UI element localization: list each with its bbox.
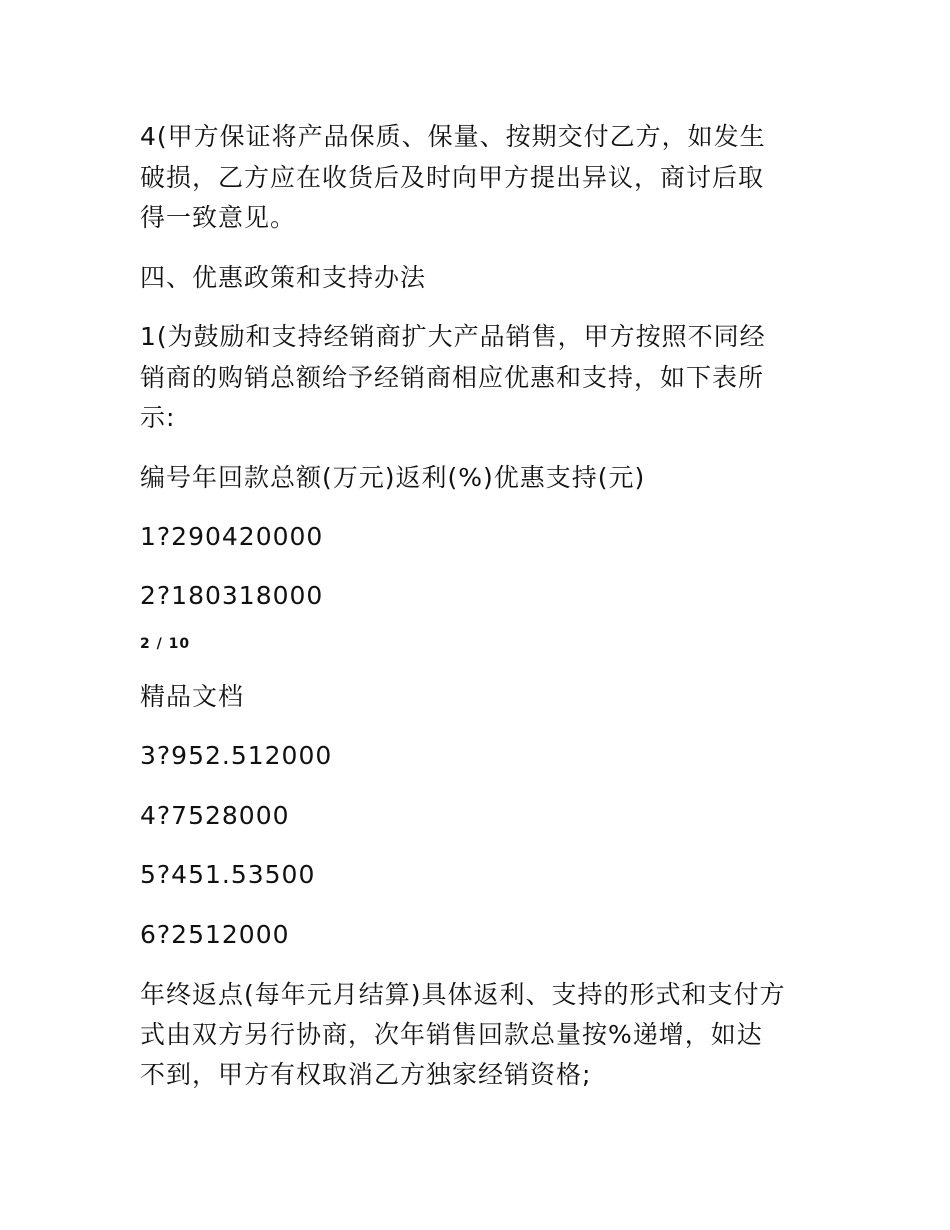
paragraph-1-line-1: 1(为鼓励和支持经销商扩大产品销售，甲方按照不同经	[140, 322, 766, 351]
closing-paragraph-line-1: 年终返点(每年元月结算)具体返利、支持的形式和支付方	[140, 980, 786, 1009]
closing-paragraph-line-2: 式由双方另行协商，次年销售回款总量按%递增，如达	[140, 1020, 763, 1049]
paragraph-1-line-3: 示:	[140, 403, 176, 432]
paragraph-4-line-3: 得一致意见。	[140, 203, 297, 232]
section-heading: 四、优惠政策和支持办法	[140, 263, 427, 292]
table-row-2: 2?180318000	[140, 581, 324, 610]
paragraph-4-line-2: 破损，乙方应在收货后及时向甲方提出异议，商讨后取	[140, 163, 765, 192]
page-header-label: 精品文档	[140, 682, 245, 711]
paragraph-1-line-2: 销商的购销总额给予经销商相应优惠和支持，如下表所	[140, 363, 765, 392]
table-row-6: 6?2512000	[140, 920, 290, 949]
table-header-line: 编号年回款总额(万元)返利(%)优惠支持(元)	[140, 463, 646, 492]
table-row-4: 4?7528000	[140, 801, 290, 830]
table-row-1: 1?290420000	[140, 522, 324, 551]
closing-paragraph-line-3: 不到，甲方有权取消乙方独家经销资格;	[140, 1060, 592, 1089]
table-row-3: 3?952.512000	[140, 741, 333, 770]
table-row-5: 5?451.53500	[140, 860, 316, 889]
paragraph-4-line-1: 4(甲方保证将产品保质、保量、按期交付乙方，如发生	[140, 122, 766, 151]
page-number: 2 / 10	[140, 636, 191, 652]
